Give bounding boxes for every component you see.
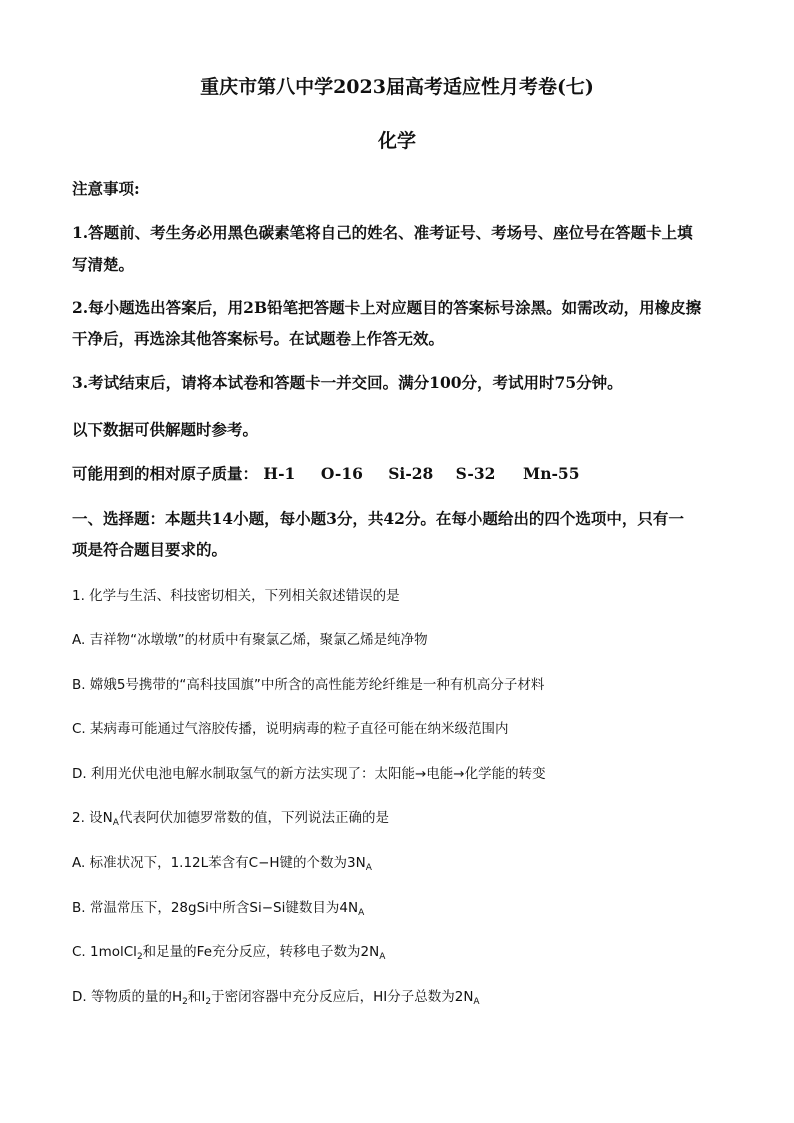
q2-option-c-subscript-1: 2 [136, 952, 143, 962]
atomic-mass-mn: Mn-55 [523, 464, 580, 483]
q2-stem-subscript: A [112, 818, 119, 828]
q2-option-d-subscript-1: 2 [182, 997, 188, 1007]
section-1-line-2: 项是符合题目要求的。 [72, 540, 228, 559]
q2-stem-part-2: 代表阿伏加德罗常数的值，下列说法正确的是 [118, 810, 389, 826]
q2-option-b-subscript: A [358, 908, 365, 918]
q2-option-a-subscript: A [365, 863, 372, 873]
q2-option-c [72, 940, 385, 960]
reference-note: 以下数据可供解题时参考。 [72, 420, 259, 439]
q2-option-c-text-2: 和足量的Fe充分反应，转移电子数为2N [142, 944, 380, 960]
q2-option-c-text-1: C. 1molCl [72, 944, 137, 960]
q2-option-d-text-1: D. 等物质的量的H [72, 989, 183, 1005]
q1-option-a: A. 吉祥物“冰墩墩”的材质中有聚氯乙烯，聚氯乙烯是纯净物 [72, 632, 428, 648]
atomic-mass-s: S-32 [455, 464, 496, 483]
notes-heading: 注意事项: [72, 179, 140, 198]
q2-option-a [72, 851, 372, 871]
atomic-mass-o: O-16 [320, 464, 363, 483]
note-2-line-2: 干净后，再选涂其他答案标号。在试题卷上作答无效。 [72, 329, 445, 348]
section-1-line-1: 一、选择题：本题共14小题，每小题3分，共42分。在每小题给出的四个选项中，只有一 [72, 509, 684, 528]
q2-option-c-subscript-2: A [379, 952, 386, 962]
q2-stem [72, 806, 389, 826]
q1-option-b: B. 嫦娥5号携带的“高科技国旗”中所含的高性能芳纶纤维是一种有机高分子材料 [72, 677, 545, 693]
atomic-mass-line [72, 462, 579, 484]
q1-option-c: C. 某病毒可能通过气溶胶传播，说明病毒的粒子直径可能在纳米级范围内 [72, 721, 509, 737]
q2-option-d-subscript-3: A [473, 997, 480, 1007]
q2-option-b [72, 896, 364, 916]
atomic-mass-label: 可能用到的相对原子质量： [72, 464, 259, 483]
note-1-line-1: 1.答题前、考生务必用黑色碳素笔将自己的姓名、准考证号、考场号、座位号在答题卡上填 [72, 223, 693, 242]
q2-option-b-text: B. 常温常压下，28gSi中所含Si−Si键数目为4N [72, 900, 359, 916]
note-1-line-2: 写清楚。 [72, 255, 135, 274]
q2-option-a-text: A. 标准状况下，1.12L苯含有C−H键的个数为3N [72, 855, 366, 871]
q2-option-d-text-2: 和I [187, 989, 206, 1005]
note-3: 3.考试结束后，请将本试卷和答题卡一并交回。满分100分，考试用时75分钟。 [72, 373, 623, 392]
subject-title: 化学 [377, 130, 416, 152]
q1-stem: 1. 化学与生活、科技密切相关，下列相关叙述错误的是 [72, 588, 400, 604]
q2-stem-part-1: 2. 设N [72, 810, 113, 826]
exam-title: 重庆市第八中学2023届高考适应性月考卷(七) [200, 76, 594, 98]
q1-option-d: D. 利用光伏电池电解水制取氢气的新方法实现了：太阳能→电能→化学能的转变 [72, 766, 546, 782]
q2-option-d-text-3: 于密闭容器中充分反应后，HI分子总数为2N [211, 989, 474, 1005]
note-2-line-1: 2.每小题选出答案后，用2B铅笔把答题卡上对应题目的答案标号涂黑。如需改动，用橡皮擦 [72, 298, 702, 317]
atomic-mass-h: H-1 [263, 464, 296, 483]
atomic-mass-si: Si-28 [388, 464, 434, 483]
q2-option-d-subscript-2: 2 [205, 997, 212, 1007]
q2-option-d [72, 985, 480, 1005]
